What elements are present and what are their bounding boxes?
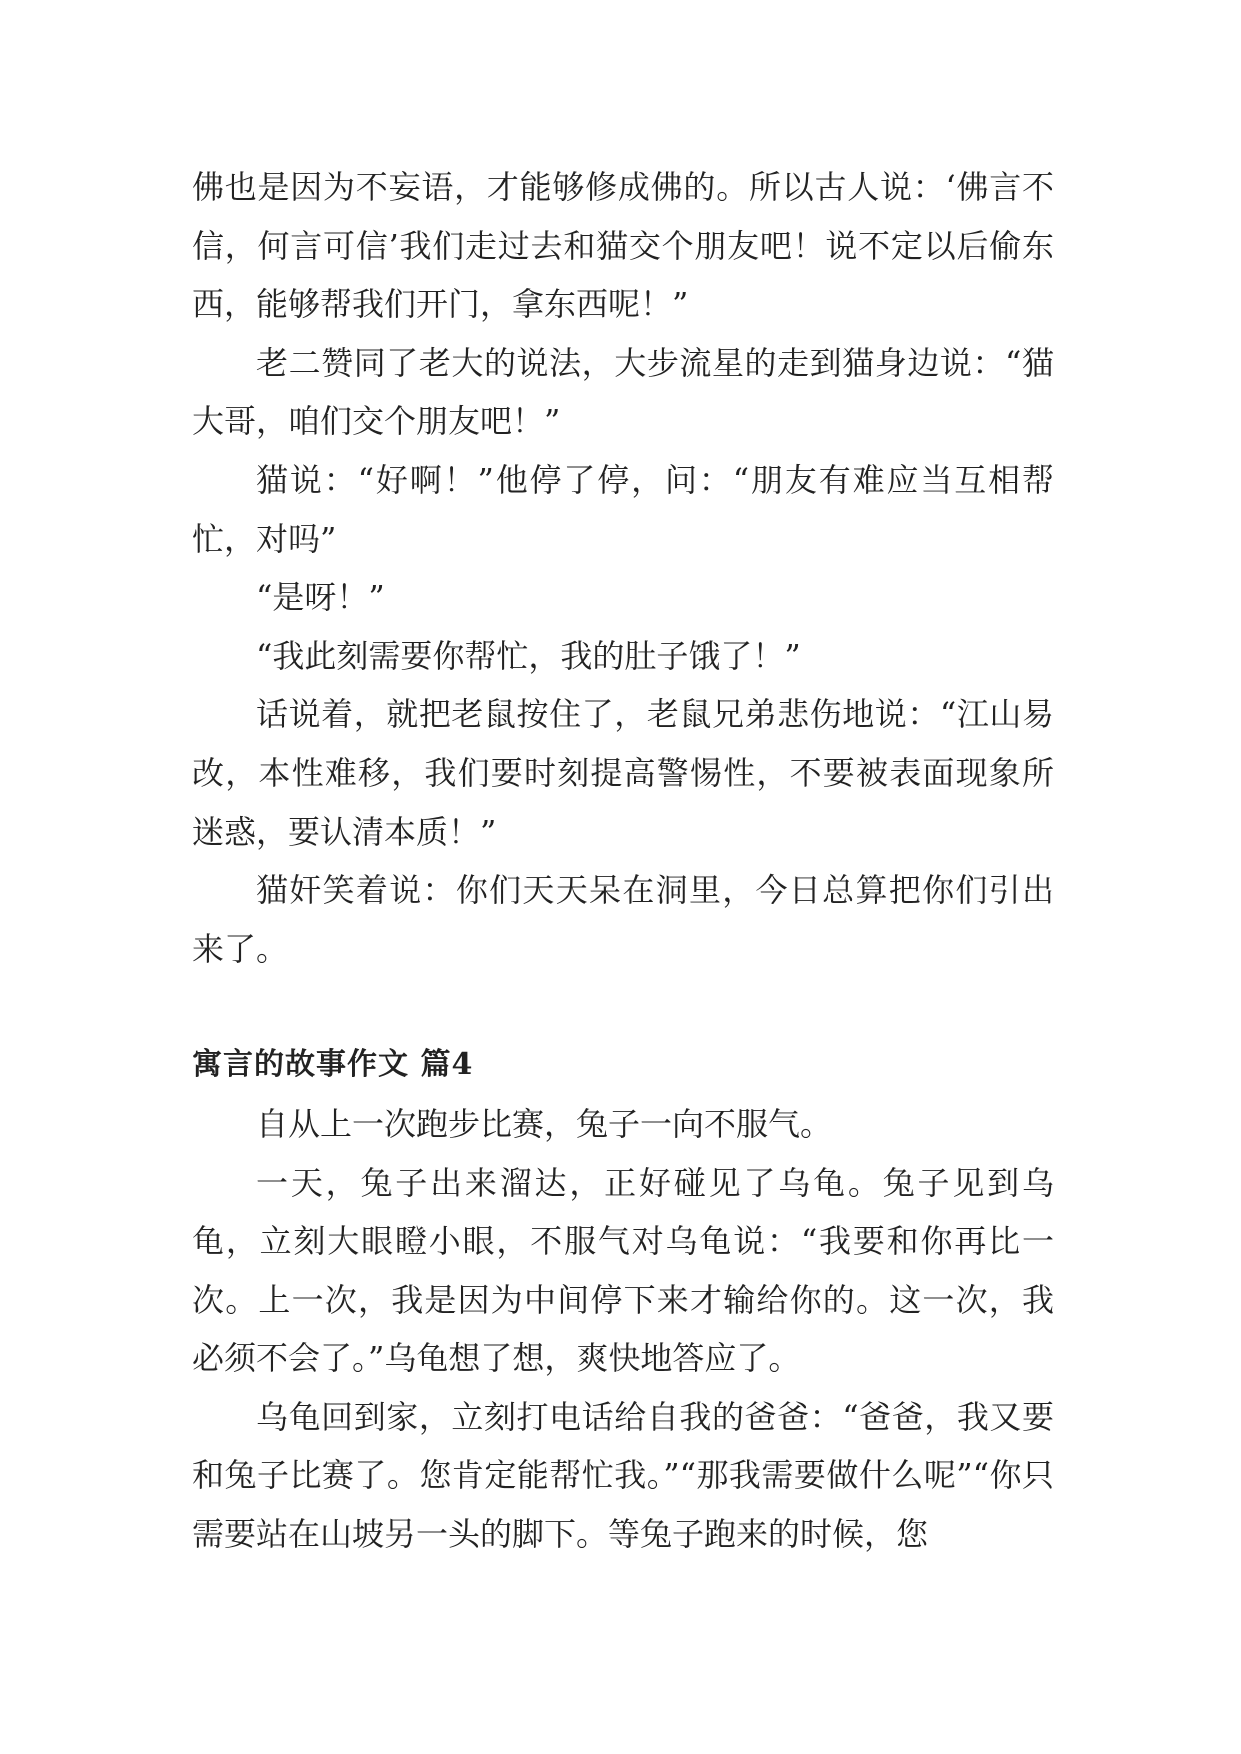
section-spacer xyxy=(192,978,1054,1036)
paragraph: 一天，兔子出来溜达，正好碰见了乌龟。兔子见到乌龟，立刻大眼瞪小眼，不服气对乌龟说：“我要和你再比一次。上一次，我是因为中间停下来才输给你的。这一次，我必须不会了。”乌龟想了想，爽快地答应了。 xyxy=(192,1163,1054,1378)
paragraph: 话说着，就把老鼠按住了，老鼠兄弟悲伤地说：“江山易改，本性难移，我们要时刻提高警惕性，不要被表面现象所迷惑，要认清本质！” xyxy=(192,695,1054,851)
paragraph: 乌龟回到家，立刻打电话给自我的爸爸：“爸爸，我又要和兔子比赛了。您肯定能帮忙我。”“那我需要做什么呢”“你只需要站在山坡另一头的脚下。等兔子跑来的时候，您 xyxy=(192,1397,1054,1554)
paragraph: 猫说：“好啊！”他停了停，问：“朋友有难应当互相帮忙，对吗” xyxy=(192,460,1054,558)
paragraph: 自从上一次跑步比赛，兔子一向不服气。 xyxy=(256,1104,833,1143)
section-heading: 寓言的故事作文 篇4 xyxy=(192,1047,474,1083)
document-body xyxy=(192,158,1054,1564)
paragraph: “我此刻需要你帮忙，我的肚子饿了！” xyxy=(256,636,801,675)
paragraph-continuation: 佛也是因为不妄语，才能够修成佛的。所以古人说：‘佛言不信，何言可信’我们走过去和猫交个朋友吧！说不定以后偷东西，能够帮我们开门，拿东西呢！” xyxy=(192,168,1054,324)
paragraph: “是呀！” xyxy=(256,578,385,617)
paragraph: 猫奸笑着说：你们天天呆在洞里，今日总算把你们引出来了。 xyxy=(192,871,1054,968)
paragraph: 老二赞同了老大的说法，大步流星的走到猫身边说：“猫大哥，咱们交个朋友吧！” xyxy=(192,343,1054,441)
